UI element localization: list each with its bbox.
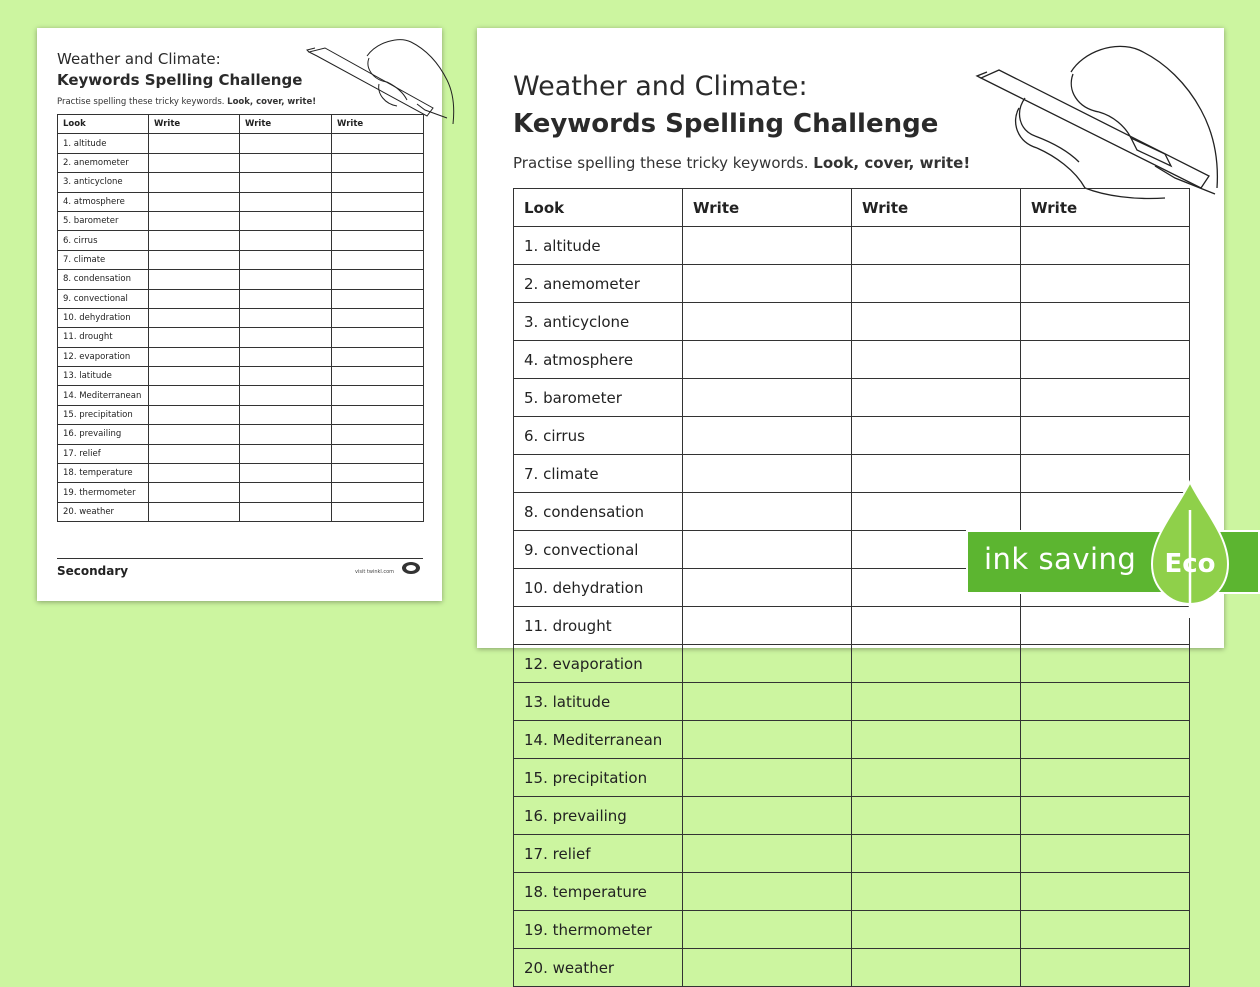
write-cell[interactable] [240,386,332,405]
keyword-cell: 2. anemometer [514,265,683,303]
keyword-cell: 6. cirrus [514,417,683,455]
write-cell[interactable] [240,367,332,386]
twinkl-logo-icon [401,560,421,576]
write-cell[interactable] [332,308,424,327]
write-cell[interactable] [149,289,240,308]
worksheet-title-line2: Keywords Spelling Challenge [513,109,939,139]
keyword-cell: 14. Mediterranean [58,386,149,405]
write-cell[interactable] [683,227,852,265]
write-cell[interactable] [683,303,852,341]
write-cell[interactable] [683,759,852,797]
write-cell[interactable] [852,417,1021,455]
write-cell[interactable] [149,231,240,250]
column-header-write: Write [332,115,424,134]
write-cell[interactable] [240,328,332,347]
keyword-cell: 15. precipitation [514,759,683,797]
keyword-cell: 11. drought [514,607,683,645]
write-cell[interactable] [852,341,1021,379]
keyword-cell: 13. latitude [58,367,149,386]
write-cell[interactable] [149,405,240,424]
write-cell[interactable] [683,379,852,417]
write-cell[interactable] [332,483,424,502]
write-cell[interactable] [1021,797,1190,835]
table-row [58,386,424,405]
write-cell[interactable] [332,173,424,192]
write-cell[interactable] [149,464,240,483]
write-cell[interactable] [852,303,1021,341]
table-row [58,405,424,424]
write-cell[interactable] [683,873,852,911]
write-cell[interactable] [149,328,240,347]
write-cell[interactable] [683,721,852,759]
table-row [58,328,424,347]
write-cell[interactable] [240,270,332,289]
table-row [514,227,1190,265]
write-cell[interactable] [332,405,424,424]
write-cell[interactable] [332,328,424,347]
write-cell[interactable] [332,270,424,289]
write-cell[interactable] [240,464,332,483]
write-cell[interactable] [683,455,852,493]
write-cell[interactable] [332,425,424,444]
column-header-look: Look [58,115,149,134]
write-cell[interactable] [240,308,332,327]
table-row [58,231,424,250]
write-cell[interactable] [149,308,240,327]
write-cell[interactable] [852,835,1021,873]
write-cell[interactable] [332,192,424,211]
write-cell[interactable] [240,347,332,366]
keyword-cell: 15. precipitation [58,405,149,424]
write-cell[interactable] [240,231,332,250]
keyword-cell: 16. prevailing [514,797,683,835]
write-cell[interactable] [1021,417,1190,455]
table-row [514,835,1190,873]
column-header-write: Write [240,115,332,134]
write-cell[interactable] [240,153,332,172]
write-cell[interactable] [1021,265,1190,303]
write-cell[interactable] [240,211,332,230]
table-row [58,367,424,386]
keyword-cell: 8. condensation [514,493,683,531]
write-cell[interactable] [1021,721,1190,759]
keyword-cell: 5. barometer [58,211,149,230]
write-cell[interactable] [149,192,240,211]
write-cell[interactable] [1021,911,1190,949]
worksheet-title-line2: Keywords Spelling Challenge [57,71,303,89]
write-cell[interactable] [332,444,424,463]
write-cell[interactable] [1021,227,1190,265]
table-row [514,493,1190,531]
write-cell[interactable] [852,911,1021,949]
column-header-write: Write [852,189,1021,227]
table-row [58,502,424,521]
keyword-cell: 6. cirrus [58,231,149,250]
table-row [58,347,424,366]
table-row [514,721,1190,759]
column-header-look: Look [514,189,683,227]
write-cell[interactable] [332,289,424,308]
keyword-cell: 20. weather [514,949,683,987]
table-row [514,759,1190,797]
keyword-cell: 12. evaporation [58,347,149,366]
instruction-emphasis: Look, cover, write! [813,154,971,172]
write-cell[interactable] [683,569,852,607]
write-cell[interactable] [683,493,852,531]
write-cell[interactable] [240,173,332,192]
write-cell[interactable] [852,759,1021,797]
write-cell[interactable] [149,347,240,366]
keyword-cell: 18. temperature [514,873,683,911]
write-cell[interactable] [683,835,852,873]
write-cell[interactable] [240,192,332,211]
write-cell[interactable] [852,227,1021,265]
table-row [58,250,424,269]
write-cell[interactable] [240,289,332,308]
keyword-cell: 5. barometer [514,379,683,417]
table-row [58,308,424,327]
table-row [514,683,1190,721]
table-row [58,134,424,153]
table-row [514,303,1190,341]
table-row [514,797,1190,835]
write-cell[interactable] [149,502,240,521]
table-row [58,211,424,230]
table-row [58,153,424,172]
write-cell[interactable] [332,134,424,153]
write-cell[interactable] [240,444,332,463]
write-cell[interactable] [852,683,1021,721]
write-cell[interactable] [240,483,332,502]
keyword-cell: 1. altitude [58,134,149,153]
table-row [514,607,1190,645]
write-cell[interactable] [149,425,240,444]
keyword-cell: 3. anticyclone [58,173,149,192]
write-cell[interactable] [683,417,852,455]
write-cell[interactable] [1021,645,1190,683]
write-cell[interactable] [1021,683,1190,721]
hand-holding-pen-icon [975,38,1225,208]
write-cell[interactable] [332,386,424,405]
table-row [514,341,1190,379]
keyword-cell: 17. relief [58,444,149,463]
footer-url: visit twinkl.com [355,569,395,575]
write-cell[interactable] [1021,303,1190,341]
write-cell[interactable] [852,379,1021,417]
worksheet-title-line1: Weather and Climate: [57,50,221,68]
write-cell[interactable] [332,367,424,386]
table-row [514,455,1190,493]
keyword-cell: 2. anemometer [58,153,149,172]
write-cell[interactable] [149,211,240,230]
write-cell[interactable] [1021,341,1190,379]
table-row [58,173,424,192]
eco-leaf-drop-icon [1148,480,1232,620]
footer-label: Secondary [57,564,129,578]
keyword-cell: 19. thermometer [58,483,149,502]
table-row [58,464,424,483]
table-header-row [514,189,1190,227]
table-row [58,192,424,211]
write-cell[interactable] [852,797,1021,835]
write-cell[interactable] [332,153,424,172]
keyword-cell: 9. convectional [514,531,683,569]
write-cell[interactable] [852,721,1021,759]
write-cell[interactable] [149,153,240,172]
write-cell[interactable] [149,173,240,192]
write-cell[interactable] [240,250,332,269]
table-row [514,379,1190,417]
spelling-table-thumbnail [57,114,424,522]
keyword-cell: 18. temperature [58,464,149,483]
column-header-write: Write [1021,189,1190,227]
column-header-write: Write [149,115,240,134]
table-row [514,417,1190,455]
column-header-write: Write [683,189,852,227]
worksheet-instruction [513,154,970,172]
write-cell[interactable] [852,607,1021,645]
write-cell[interactable] [852,873,1021,911]
write-cell[interactable] [852,949,1021,987]
keyword-cell: 11. drought [58,328,149,347]
worksheet-title-line1: Weather and Climate: [513,71,808,102]
keyword-cell: 1. altitude [514,227,683,265]
write-cell[interactable] [240,502,332,521]
write-cell[interactable] [332,250,424,269]
write-cell[interactable] [683,911,852,949]
instruction-emphasis: Look, cover, write! [227,97,317,107]
write-cell[interactable] [683,797,852,835]
table-header-row [58,115,424,134]
table-row [514,645,1190,683]
footer-divider [57,558,423,559]
table-row [58,270,424,289]
write-cell[interactable] [149,444,240,463]
write-cell[interactable] [683,265,852,303]
keyword-cell: 7. climate [58,250,149,269]
keyword-cell: 16. prevailing [58,425,149,444]
table-row [58,289,424,308]
write-cell[interactable] [683,645,852,683]
write-cell[interactable] [149,250,240,269]
write-cell[interactable] [240,134,332,153]
instruction-text: Practise spelling these tricky keywords. [57,97,228,107]
write-cell[interactable] [683,341,852,379]
write-cell[interactable] [332,502,424,521]
keyword-cell: 17. relief [514,835,683,873]
keyword-cell: 3. anticyclone [514,303,683,341]
write-cell[interactable] [852,645,1021,683]
write-cell[interactable] [1021,379,1190,417]
table-row [514,265,1190,303]
table-row [514,949,1190,987]
keyword-cell: 19. thermometer [514,911,683,949]
write-cell[interactable] [149,386,240,405]
write-cell[interactable] [683,531,852,569]
write-cell[interactable] [683,683,852,721]
write-cell[interactable] [332,347,424,366]
keyword-cell: 14. Mediterranean [514,721,683,759]
worksheet-instruction [57,97,316,107]
table-row [514,911,1190,949]
write-cell[interactable] [1021,873,1190,911]
write-cell[interactable] [1021,949,1190,987]
write-cell[interactable] [332,211,424,230]
keyword-cell: 13. latitude [514,683,683,721]
write-cell[interactable] [149,270,240,289]
table-row [58,444,424,463]
keyword-cell: 12. evaporation [514,645,683,683]
write-cell[interactable] [1021,835,1190,873]
write-cell[interactable] [852,265,1021,303]
write-cell[interactable] [852,455,1021,493]
write-cell[interactable] [149,483,240,502]
keyword-cell: 7. climate [514,455,683,493]
write-cell[interactable] [240,425,332,444]
write-cell[interactable] [149,367,240,386]
write-cell[interactable] [1021,759,1190,797]
table-row [58,483,424,502]
write-cell[interactable] [683,949,852,987]
instruction-text: Practise spelling these tricky keywords. [513,154,814,172]
ink-saving-label: ink saving [984,542,1137,576]
keyword-cell: 4. atmosphere [514,341,683,379]
write-cell[interactable] [332,231,424,250]
keyword-cell: 8. condensation [58,270,149,289]
keyword-cell: 10. dehydration [58,308,149,327]
keyword-cell: 20. weather [58,502,149,521]
table-row [58,425,424,444]
write-cell[interactable] [332,464,424,483]
keyword-cell: 9. convectional [58,289,149,308]
write-cell[interactable] [240,405,332,424]
keyword-cell: 10. dehydration [514,569,683,607]
eco-label: Eco [1164,549,1216,579]
table-row [514,873,1190,911]
write-cell[interactable] [149,134,240,153]
keyword-cell: 4. atmosphere [58,192,149,211]
worksheet-thumbnail-page [37,28,442,601]
write-cell[interactable] [852,493,1021,531]
write-cell[interactable] [683,607,852,645]
